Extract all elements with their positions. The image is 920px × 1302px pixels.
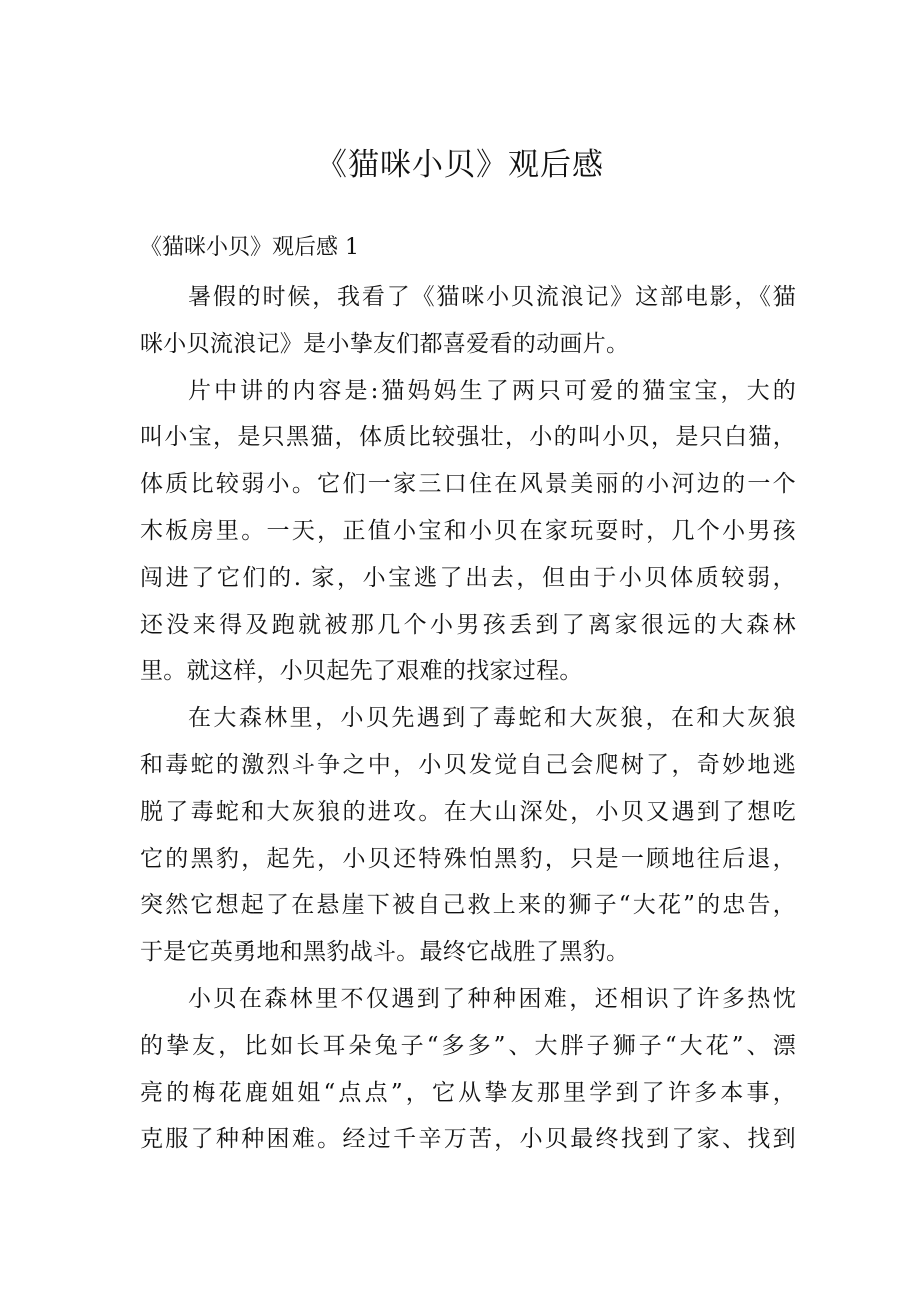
text-line: 的挚友，比如长耳朵兔子“多多”、大胖子狮子“大花”、漂: [140, 1032, 796, 1059]
paragraph: [140, 368, 796, 696]
text-line: 它的黑豹，起先，小贝还特殊怕黑豹，只是一顾地往后退，: [140, 845, 796, 872]
paragraph: [140, 976, 796, 1163]
text-line: 体质比较弱小。它们一家三口住在风景美丽的小河边的一个: [140, 471, 796, 498]
text-line: 脱了毒蛇和大灰狼的进攻。在大山深处，小贝又遇到了想吃: [140, 798, 796, 825]
text-line: 叫小宝，是只黑猫，体质比较强壮，小的叫小贝，是只白猫，: [140, 424, 796, 451]
text-line: 亮的梅花鹿姐姐“点点”，它从挚友那里学到了许多本事，: [140, 1079, 796, 1106]
text-line: 暑假的时候，我看了《猫咪小贝流浪记》这部电影，《猫: [188, 284, 796, 310]
text-line: 和毒蛇的激烈斗争之中，小贝发觉自己会爬树了，奇妙地逃: [140, 751, 796, 778]
paragraph: [140, 274, 796, 368]
document-title: 《猫咪小贝》观后感: [316, 147, 604, 183]
section-heading: 《猫咪小贝》观后感 1: [140, 235, 359, 260]
text-line: 克服了种种困难。经过千辛万苦，小贝最终找到了家、找到: [140, 1126, 796, 1153]
text-line: 闯进了它们的. 家，小宝逃了出去，但由于小贝体质较弱，: [140, 564, 796, 591]
text-line: 还没来得及跑就被那几个小男孩丢到了离家很远的大森林: [140, 611, 796, 638]
text-line: 片中讲的内容是:猫妈妈生了两只可爱的猫宝宝，大的: [188, 377, 796, 404]
text-line: 里。就这样，小贝起先了艰难的找家过程。: [140, 658, 583, 685]
text-line: 小贝在森林里不仅遇到了种种困难，还相识了许多热忱: [188, 985, 796, 1012]
paragraph: [140, 695, 796, 976]
text-line: 于是它英勇地和黑豹战斗。最终它战胜了黑豹。: [140, 939, 630, 966]
document-body: [140, 274, 796, 1163]
text-line: 咪小贝流浪记》是小挚友们都喜爱看的动画片。: [140, 330, 630, 357]
text-line: 木板房里。一天，正值小宝和小贝在家玩耍时，几个小男孩: [140, 517, 796, 544]
text-line: 突然它想起了在悬崖下被自己救上来的狮子“大花”的忠告，: [140, 892, 796, 919]
text-line: 在大森林里，小贝先遇到了毒蛇和大灰狼，在和大灰狼: [188, 705, 796, 732]
